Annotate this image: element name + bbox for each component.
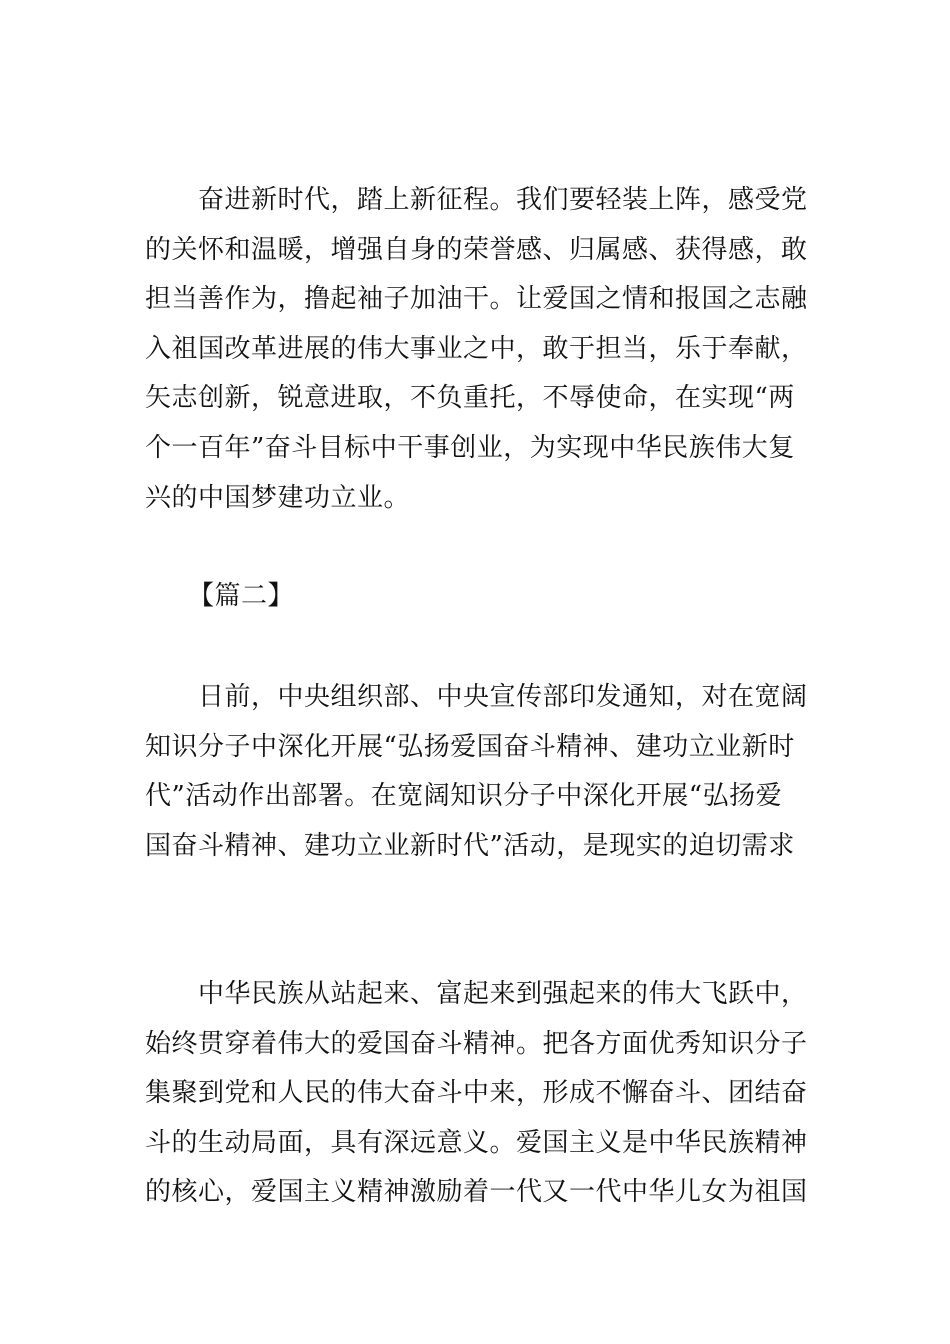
- paragraph-line: 的关怀和温暖，增强自身的荣誉感、归属感、获得感，敢: [145, 234, 808, 265]
- paragraph-line: 担当善作为，撸起袖子加油干。让爱国之情和报国之志融: [145, 284, 808, 315]
- section-heading-text: 【篇二】: [188, 581, 295, 611]
- paragraph-line: 国奋斗精神、建功立业新时代”活动，是现实的迫切需求: [145, 830, 795, 861]
- paragraph-line: 集聚到党和人民的伟大奋斗中来，形成不懈奋斗、团结奋: [145, 1078, 808, 1109]
- paragraph-line: 始终贯穿着伟大的爱国奋斗精神。把各方面优秀知识分子: [145, 1028, 808, 1059]
- paragraph-line: 代”活动作出部署。在宽阔知识分子中深化开展“弘扬爱: [145, 781, 783, 812]
- paragraph-line: 矢志创新，锐意进取，不负重托，不辱使命，在实现“两: [145, 383, 795, 414]
- paragraph-3: [145, 970, 809, 1218]
- paragraph-line: 兴的中国梦建功立业。: [145, 482, 411, 513]
- paragraph-line: 入祖国改革进展的伟大事业之中，敢于担当，乐于奉献，: [145, 333, 808, 364]
- paragraph-line: 斗的生动局面，具有深远意义。爱国主义是中华民族精神: [145, 1127, 808, 1158]
- paragraph-1: [145, 176, 809, 523]
- paragraph-line: 奋进新时代，踏上新征程。我们要轻装上阵，感受党: [198, 185, 808, 215]
- paragraph-2: [145, 673, 809, 871]
- paragraph-line: 知识分子中深化开展“弘扬爱国奋斗精神、建功立业新时: [145, 731, 795, 762]
- paragraph-line: 个一百年”奋斗目标中干事创业，为实现中华民族伟大复: [145, 432, 795, 463]
- paragraph-line: 的核心，爱国主义精神激励着一代又一代中华儿女为祖国: [145, 1177, 808, 1208]
- paragraph-line: 中华民族从站起来、富起来到强起来的伟大飞跃中，: [198, 979, 808, 1009]
- section-heading: [145, 572, 809, 622]
- paragraph-line: 日前，中央组织部、中央宣传部印发通知，对在宽阔: [198, 682, 808, 712]
